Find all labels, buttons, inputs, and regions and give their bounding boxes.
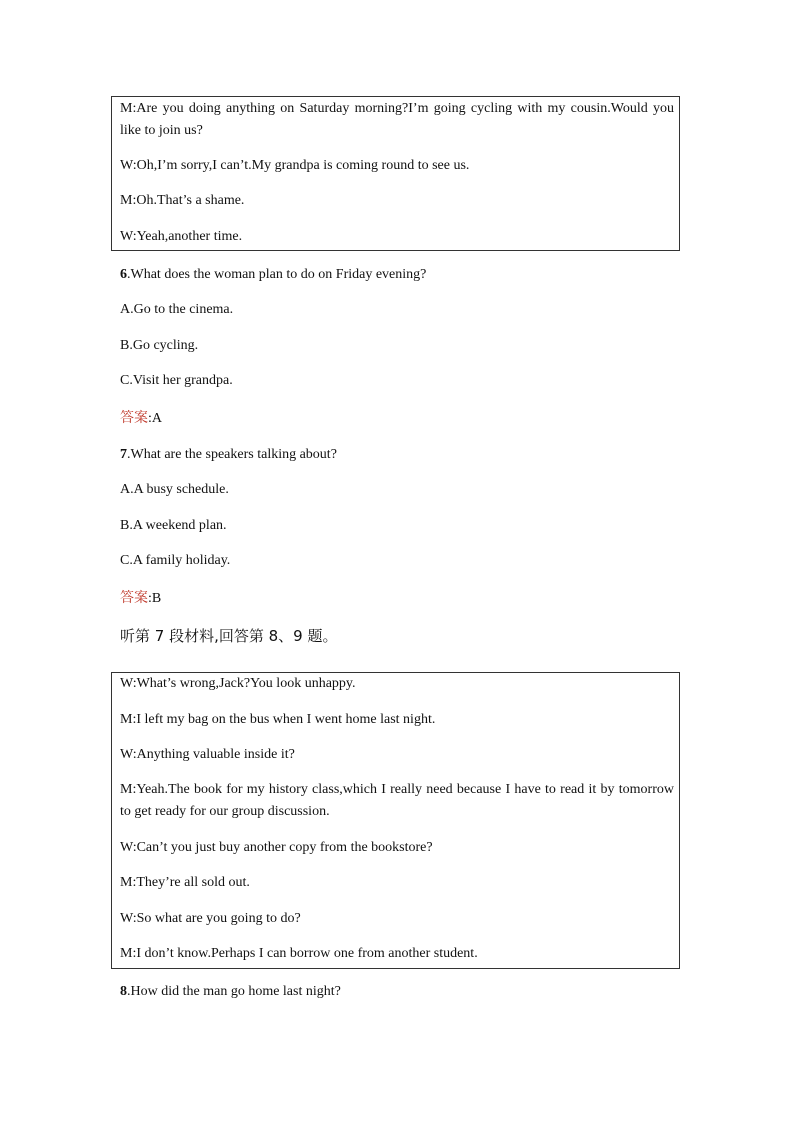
section-instruction: 听第 7 段材料,回答第 8、9 题。 <box>120 627 338 645</box>
dialogue-1-line-2: W:Oh,I’m sorry,I can’t.My grandpa is coming round to see us. <box>120 158 470 173</box>
dialogue-1-line-3: M:Oh.That’s a shame. <box>120 193 245 208</box>
dialogue-2-line-4: M:Yeah.The book for my history class,which I really need because I have to read it by tomorrow to get ready for our group discussion. <box>120 782 674 819</box>
question-7-option-a: A.A busy schedule. <box>120 482 229 497</box>
answer-label: 答案 <box>120 410 148 426</box>
dialogue-2-line-2: M:I left my bag on the bus when I went home last night. <box>120 712 436 727</box>
dialogue-2-line-7: W:So what are you going to do? <box>120 911 301 926</box>
question-7-option-c: C.A family holiday. <box>120 553 231 568</box>
question-7-number: 7 <box>120 447 127 462</box>
question-6-answer <box>120 407 680 430</box>
question-7-option-b: B.A weekend plan. <box>120 518 227 533</box>
question-7 <box>120 444 680 466</box>
dialogue-2-line-5: W:Can’t you just buy another copy from the bookstore? <box>120 840 433 855</box>
question-6 <box>120 264 680 286</box>
dialogue-1-line-4: W:Yeah,another time. <box>120 229 243 244</box>
dialogue-2-line-8: M:I don’t know.Perhaps I can borrow one from another student. <box>120 946 478 961</box>
question-7-text: .What are the speakers talking about? <box>127 447 337 462</box>
question-8 <box>120 981 680 1003</box>
question-8-number: 8 <box>120 984 127 999</box>
question-7-answer <box>120 587 680 610</box>
question-6-text: .What does the woman plan to do on Friday evening? <box>127 267 427 282</box>
dialogue-1-line-1: M:Are you doing anything on Saturday morning?I’m going cycling with my cousin.Would you like to join us? <box>120 101 674 138</box>
dialogue-2-line-1: W:What’s wrong,Jack?You look unhappy. <box>120 676 356 691</box>
answer-value: :A <box>148 411 162 426</box>
question-6-number: 6 <box>120 267 127 282</box>
dialogue-2-line-3: W:Anything valuable inside it? <box>120 747 295 762</box>
question-6-option-b: B.Go cycling. <box>120 338 199 353</box>
question-6-option-a: A.Go to the cinema. <box>120 302 234 317</box>
answer-value: :B <box>148 591 162 606</box>
answer-label: 答案 <box>120 590 148 606</box>
question-6-option-c: C.Visit her grandpa. <box>120 373 233 388</box>
question-8-text: .How did the man go home last night? <box>127 984 341 999</box>
dialogue-2-line-6: M:They’re all sold out. <box>120 875 250 890</box>
